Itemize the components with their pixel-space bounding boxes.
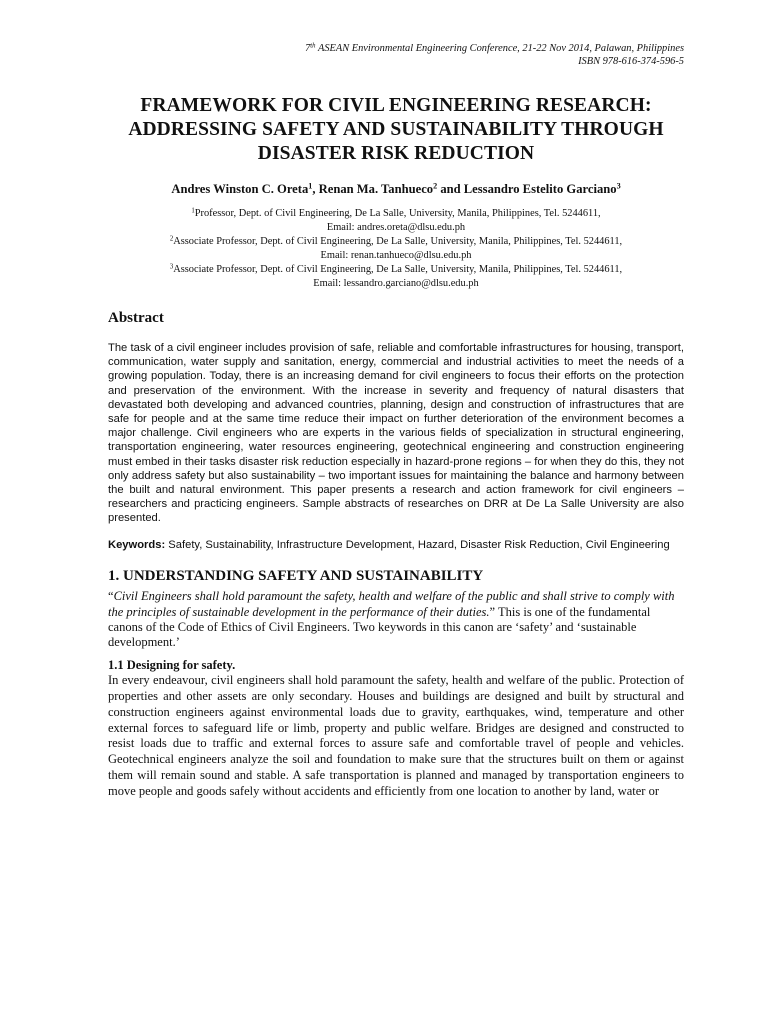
paper-title: FRAMEWORK FOR CIVIL ENGINEERING RESEARCH: ADDRESSING SAFETY AND SUSTAINABILITY THROUGH DISASTER RISK REDUCTION	[128, 95, 664, 164]
conference-name: ASEAN Environmental Engineering Conference, 21-22 Nov 2014, Palawan, Philippines	[315, 43, 684, 54]
affiliation	[108, 235, 684, 263]
conference-ordinal-suffix: th	[310, 42, 316, 50]
author-name: Renan Ma. Tanhueco	[318, 182, 434, 196]
keywords-text: Safety, Sustainability, Infrastructure Development, Hazard, Disaster Risk Reduction, Civil Engineering	[165, 538, 670, 551]
author-separator: and	[437, 182, 464, 196]
affiliation-mark: 2	[169, 235, 174, 243]
author-name: Lessandro Estelito Garciano	[463, 182, 617, 196]
author-mark: 2	[433, 181, 438, 191]
affiliation-text: Professor, Dept. of Civil Engineering, De La Salle, University, Manila, Philippines, Tel. 5244611,	[194, 208, 601, 219]
author-mark: 1	[308, 181, 313, 191]
author-separator: ,	[312, 182, 319, 196]
conference-line	[108, 42, 684, 55]
paper-page	[108, 42, 684, 800]
affiliation-email: Email: renan.tanhueco@dlsu.edu.ph	[320, 250, 472, 261]
affiliation-email: Email: lessandro.garciano@dlsu.edu.ph	[313, 278, 479, 289]
conference-ordinal: 7	[305, 43, 311, 54]
quote-open: “	[108, 589, 114, 604]
author-mark: 3	[616, 181, 621, 191]
affiliation-mark: 3	[169, 263, 174, 271]
quote-close: ”	[489, 604, 496, 619]
author-list	[108, 181, 684, 197]
author-name: Andres Winston C. Oreta	[171, 182, 309, 196]
affiliation-text: Associate Professor, Dept. of Civil Engineering, De La Salle, University, Manila, Philippines, Tel. 5244611,	[173, 236, 623, 247]
isbn: ISBN 978-616-374-596-5	[578, 56, 684, 67]
affiliation	[108, 263, 684, 291]
keywords-label: Keywords:	[108, 538, 166, 551]
section-heading: 1. UNDERSTANDING SAFETY AND SUSTAINABILITY	[108, 568, 484, 585]
body-paragraph: In every endeavour, civil engineers shall hold paramount the safety, health and welfare of the public. Protection of properties and other assets are only secondary. Houses and buildings are designed and built by structural and construction engineers against environmental loads due to gravity, earthquakes, wind, temperature and other external forces to safeguard life or limb, property and public welfare. Bridges are designed and constructed to resist loads due to traffic and external forces to assure safe and comfortable travel of people and vehicles. Geotechnical engineers analyze the soil and foundation to make sure that the structures built on them or against them will remain sound and stable. A safe transportation is planned and managed by transportation engineers to move people and goods safely without accidents and efficiently from one location to another by land, water or	[108, 673, 684, 798]
canon-quote	[108, 589, 684, 651]
affiliation-text: Associate Professor, Dept. of Civil Engineering, De La Salle, University, Manila, Philippines, Tel. 5244611,	[173, 264, 623, 275]
abstract-text: The task of a civil engineer includes provision of safe, reliable and comfortable infrastructures for housing, transport, communication, water supply and sanitation, energy, commercial and industrial activities to meet the needs of a growing population. Today, there is an increasing demand for civil engineers to focus their efforts on the protection and preservation of the environment. With the increase in severity and frequency of natural disasters that devastated both developing and advanced countries, planning, design and construction of infrastructures that are safe for people and at the same time reduce their impact on further deterioration of the environment becomes a major challenge. Civil engineers who are experts in the various fields of specialization in structural engineering, transportation engineering, water resources engineering, geotechnical engineering and construction engineering must embed in their tasks disaster risk reduction especially in hazard-prone regions – for when they do this, they not only address safety but also sustainability – two important issues for maintaining the balance and harmony between the built and natural environment. This paper presents a research and action framework for civil engineers – researchers and practicing engineers. Sample abstracts of researches on DRR at De La Salle University are also presented.	[108, 342, 684, 525]
subsection-heading: 1.1 Designing for safety.	[108, 657, 236, 672]
affiliation-email: Email: andres.oreta@dlsu.edu.ph	[326, 222, 466, 233]
affiliation-mark: 1	[191, 207, 195, 215]
affiliations	[108, 207, 684, 291]
conference-header	[108, 42, 684, 68]
keywords	[108, 538, 684, 554]
abstract-heading: Abstract	[108, 310, 164, 326]
quote-text: Civil Engineers shall hold paramount the safety, health and welfare of the public and shall strive to comply with the principles of sustainable development in the performance of their duties.	[108, 589, 675, 619]
canon-explanation: This is one of the fundamental canons of the Code of Ethics of Civil Engineers. Two keywords in this canon are ‘safety’ and ‘sustainable development.’	[108, 604, 651, 650]
affiliation	[108, 207, 684, 235]
